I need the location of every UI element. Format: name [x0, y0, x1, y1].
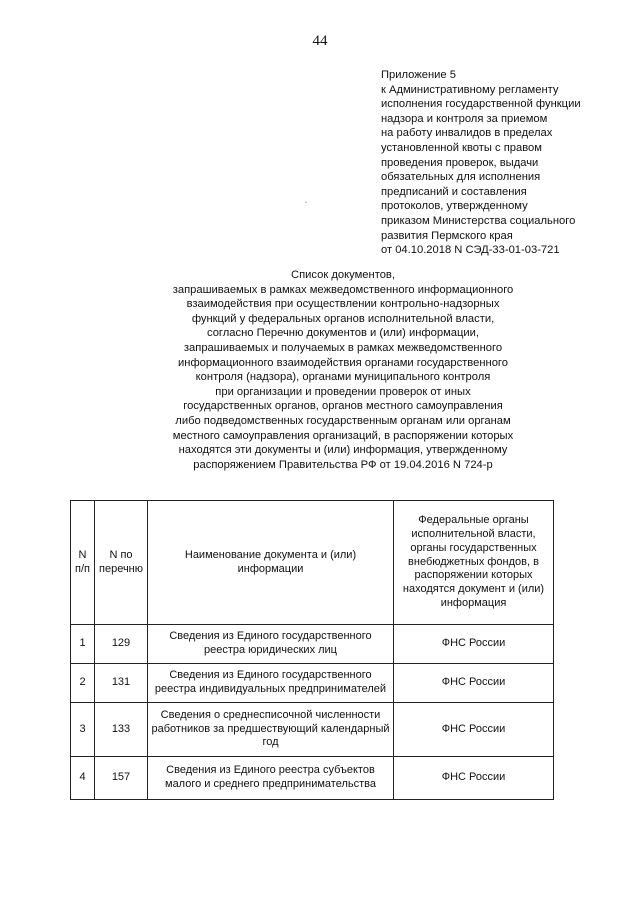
title-line: государственных органов, органов местного самоуправления [183, 400, 503, 413]
header-agency: Федеральные органы исполнительной власти, органы государственных внебюджетных фондов, в распоряжении которых находятся документ и (или) информация [394, 501, 554, 625]
appendix-line: обязательных для исполнения [381, 171, 541, 184]
title-line: информационного взаимодействия органами государственного [178, 356, 508, 369]
title-line: запрашиваемых в рамках межведомственного информационного [172, 283, 514, 296]
table-row [71, 703, 554, 757]
title-line: согласно Перечню документов и (или) информации, [206, 327, 480, 340]
appendix-line: надзора и контроля за приемом [381, 112, 548, 125]
title-line: взаимодействия при осуществлении контрольно-надзорных [186, 298, 500, 311]
cell-agency: ФНС России [394, 757, 554, 800]
appendix-line: от 04.10.2018 N СЭД-33-01-03-721 [381, 244, 560, 257]
header-list-num: N по перечню [95, 501, 148, 625]
title-line: запрашиваемых и получаемых в рамках межведомственного [183, 341, 503, 354]
cell-num: 2 [71, 664, 95, 703]
title-line: находятся эти документы и (или) информация, утвержденному [178, 444, 508, 457]
title-line: контроля (надзора), органами муниципального контроля [195, 371, 491, 384]
appendix-line: развития Пермского края [381, 229, 513, 242]
cell-document-name: Сведения из Единого реестра субъектов малого и среднего предпринимательства [148, 757, 394, 800]
cell-document-name: Сведения из Единого государственного реестра юридических лиц [148, 625, 394, 664]
cell-num: 1 [71, 625, 95, 664]
appendix-line: на работу инвалидов в пределах [381, 127, 553, 140]
appendix-line: Приложение 5 [381, 69, 456, 81]
cell-num: 4 [71, 757, 95, 800]
title-line: функций у федеральных органов исполнительной власти, [191, 312, 495, 325]
title-line: либо подведомственных государственным органам или органам [175, 414, 511, 427]
appendix-line: к Административному регламенту [381, 83, 559, 96]
appendix-line: исполнения государственной функции [381, 98, 581, 111]
cell-list-num: 129 [95, 625, 148, 664]
cell-agency: ФНС России [394, 664, 554, 703]
cell-num: 3 [71, 703, 95, 757]
title-line: местного самоуправления организаций, в распоряжении которых [172, 429, 514, 442]
documents-table [70, 500, 554, 800]
document-title [150, 268, 536, 472]
appendix-block [381, 68, 631, 258]
appendix-line: установленной квоты с правом [381, 141, 542, 154]
header-num: N п/п [71, 501, 95, 625]
header-document-name: Наименование документа и (или) информации [148, 501, 394, 625]
appendix-line: протоколов, утвержденному [381, 200, 528, 213]
appendix-line: проведения проверок, выдачи [381, 156, 539, 169]
cell-list-num: 131 [95, 664, 148, 703]
stray-mark: ´ [305, 201, 308, 210]
cell-document-name: Сведения о среднесписочной численности работников за предшествующий календарный год [148, 703, 394, 757]
cell-agency: ФНС России [394, 703, 554, 757]
title-line: распоряжением Правительства РФ от 19.04.2016 N 724-р [193, 458, 493, 471]
cell-agency: ФНС России [394, 625, 554, 664]
page-number: 44 [312, 33, 328, 49]
title-line: при организации и проведении проверок от иных [215, 385, 471, 398]
table-row [71, 757, 554, 800]
appendix-line: предписаний и составления [381, 185, 527, 198]
cell-document-name: Сведения из Единого государственного реестра индивидуальных предпринимателей [148, 664, 394, 703]
cell-list-num: 133 [95, 703, 148, 757]
cell-list-num: 157 [95, 757, 148, 800]
table-header-row [71, 501, 554, 625]
table-row [71, 625, 554, 664]
title-line: Список документов, [291, 269, 395, 281]
appendix-line: приказом Министерства социального [381, 214, 576, 227]
table-row [71, 664, 554, 703]
